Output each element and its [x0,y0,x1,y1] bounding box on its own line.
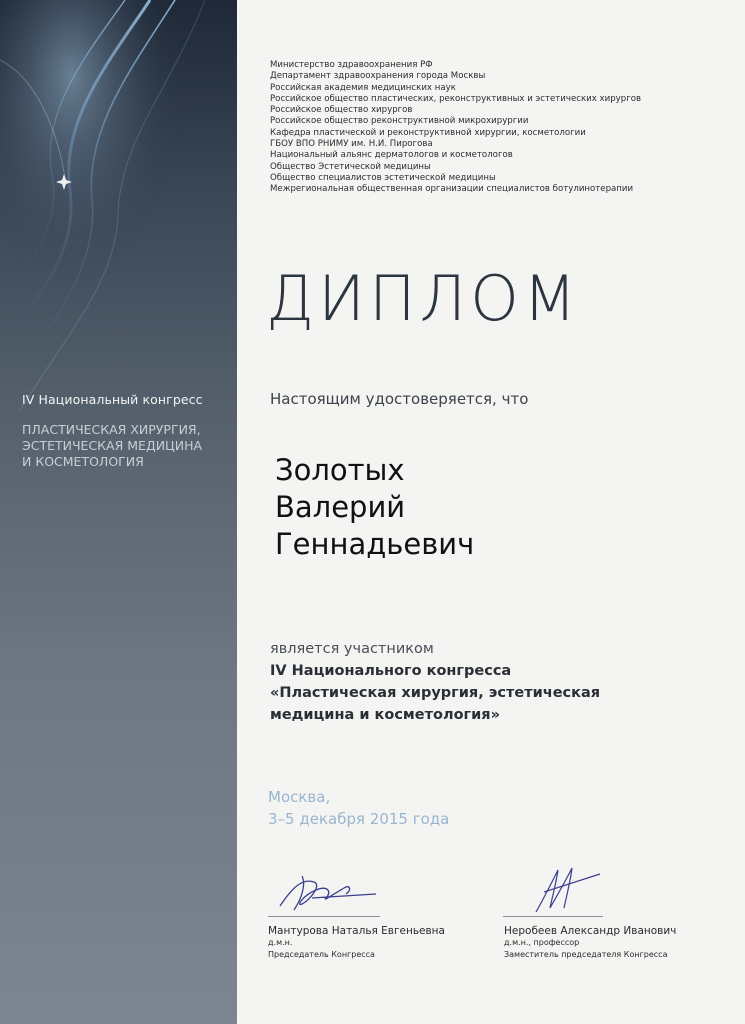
signatory-1-name: Мантурова Наталья Евгеньевна [268,925,445,937]
sidebar-panel [0,0,237,1024]
organizer-item: Кафедра пластической и реконструктивной хирургии, косметологии [270,127,586,138]
participation-text [270,638,600,726]
signatory-2 [504,925,676,961]
organizer-item: Межрегиональная общественная организации специалистов ботулинотерапии [270,184,634,195]
recipient-surname: Золотых [275,453,405,487]
organizer-item: Российское общество хирургов [270,105,413,116]
congress-title [22,422,232,470]
signatory-2-role: Заместитель председателя Конгресса [504,950,668,959]
certifies-text: Настоящим удостоверяется, что [270,390,529,408]
participation-line: является участником [270,641,434,657]
organizer-item: Российское общество реконструктивной микрохирургии [270,116,529,127]
recipient-first-name: Валерий [275,490,406,524]
recipient-patronymic: Геннадьевич [275,527,475,561]
signature-2-line [503,916,603,917]
organizer-item: Министерство здравоохранения РФ [270,60,433,70]
signatory-1 [268,925,445,961]
place-city: Москва, [268,788,331,806]
organizer-item: Национальный альянс дерматологов и косметологов [270,150,513,161]
organizer-item: ГБОУ ВПО РНИМУ им. Н.И. Пирогова [270,139,433,150]
signature-1-image [272,868,382,918]
organizers-list [270,60,641,196]
signatory-2-degree: д.м.н., профессор [504,938,580,947]
signatory-1-role: Председатель Конгресса [268,950,375,959]
recipient-name [275,452,474,563]
organizer-item: Общество Эстетической медицины [270,161,431,172]
diploma-title: ДИПЛОМ [266,262,581,335]
congress-title-line: ПЛАСТИЧЕСКАЯ ХИРУРГИЯ, [22,422,201,437]
organizer-item: Российское общество пластических, реконструктивных и эстетических хирургов [270,93,642,104]
participation-line: медицина и косметология» [270,707,500,723]
swirl-decoration [0,0,237,1024]
signatory-1-degree: д.м.н. [268,938,293,947]
participation-line: «Пластическая хирургия, эстетическая [270,685,601,701]
congress-number: IV Национальный конгресс [22,392,203,407]
place-and-date [268,786,449,830]
organizer-item: Департамент здравоохранения города Москвы [270,71,486,82]
organizer-item: Общество специалистов эстетической медицины [270,172,496,183]
place-dates: 3–5 декабря 2015 года [268,810,450,828]
congress-title-line: ЭСТЕТИЧЕСКАЯ МЕДИЦИНА [22,438,203,453]
congress-title-line: И КОСМЕТОЛОГИЯ [22,454,144,469]
signature-1-line [268,916,380,917]
participation-line: IV Национального конгресса [270,663,512,679]
signature-2-image [530,862,610,918]
signatory-2-name: Неробеев Александр Иванович [504,925,677,937]
organizer-item: Российская академия медицинских наук [270,82,456,93]
